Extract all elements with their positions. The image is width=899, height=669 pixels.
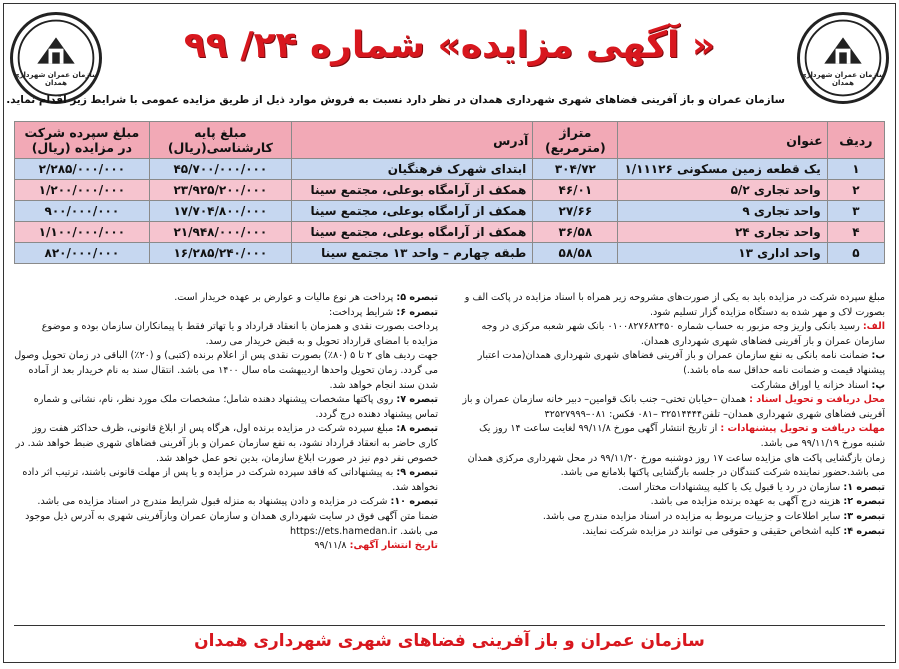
cell-area: ۵۸/۵۸	[533, 243, 618, 264]
term-label: محل دریافت و تحویل اسناد :	[749, 394, 885, 406]
term-text: رسید بانکی واریز وجه مزبور به حساب شماره ۰۱۰۰۸۲۷۶۸۲۴۵۰ بانک شهر شعبه مرکزی در وجه سازمان عمران و باز آفرینی فضاهای شهری شهرداری همدان.	[481, 321, 885, 347]
term-text: سایر اطلاعات و جزییات مربوط به مزایده در اسناد مزایده مندرج می باشد.	[542, 510, 841, 522]
cell-title: واحد تجاری ۹	[618, 201, 827, 222]
term-label: پ:	[871, 379, 885, 391]
term-paragraph	[461, 349, 885, 378]
logo-text: سازمان عمران شهرداری همدان	[800, 71, 886, 87]
term-text: ضمانت نامه بانکی به نفع سازمان عمران و باز آفرینی فضاهای شهری شهرداری همدان(مدت اعتبار پیشنهاد قیمت و ضمانت نامه حداقل سه ماه باشد.)	[477, 350, 885, 376]
term-label: الف:	[862, 321, 885, 333]
terms-section	[14, 291, 885, 628]
header-area: متراژ (مترمربع)	[533, 122, 618, 159]
term-paragraph	[14, 495, 438, 510]
term-text: مبلغ سپرده شرکت در مزایده باید به یکی از صورت‌های مشروحه زیر همراه با اسناد مزایده در پاکت الف و بصورت لاک و مهر شده به دستگاه مزایده گزار تسلیم شود.	[464, 292, 885, 318]
term-text: پرداخت هر نوع مالیات و عوارض بر عهده خریدار است.	[174, 292, 394, 303]
term-label: تبصره ۵:	[396, 292, 438, 303]
term-paragraph	[461, 320, 885, 349]
cell-deposit: ۱/۲۰۰/۰۰۰/۰۰۰	[15, 180, 150, 201]
term-label: تبصره ۲:	[843, 496, 885, 508]
term-text: شرایط پرداخت:	[328, 306, 394, 318]
term-paragraph	[461, 481, 885, 496]
term-label: تبصره ۹:	[396, 467, 438, 479]
cell-base: ۱۷/۷۰۴/۸۰۰/۰۰۰	[149, 201, 291, 222]
cell-title: واحد تجاری ۲۴	[618, 222, 827, 243]
header-base-price: مبلغ پایه کارشناسی(ریال)	[149, 122, 291, 159]
logo-text-left: سازمان عمران شهرداری همدان	[13, 71, 99, 87]
cell-num: ۳	[827, 201, 884, 222]
header-deposit: مبلغ سپرده شرکت در مزایده (ریال)	[15, 122, 150, 159]
term-text: همدان –خیابان تختی– جنب بانک قوامین– دبیر خانه سازمان عمران و باز آفرینی فضاهای شهری شهرداری همدان– تلفن۳۲۵۱۴۴۴۴ –۰۸۱ فکس: ۰۸۱–۳۲۵۲۷۹۹۹	[462, 394, 885, 420]
table-row	[15, 243, 885, 264]
term-text: شرکت در مزایده و دادن پیشنهاد به منزله قبول شرایط مندرج در اسناد مزایده می باشد.	[37, 496, 388, 508]
title-banner	[114, 16, 785, 76]
cell-address: ابتدای شهرک فرهنگیان	[292, 159, 533, 180]
term-text: سازمان در رد یا قبول یک یا کلیه پیشنهادات مختار است.	[618, 481, 841, 493]
cell-title: واحد تجاری ۵/۲	[618, 180, 827, 201]
term-paragraph	[14, 510, 438, 539]
term-paragraph	[461, 495, 885, 510]
cell-num: ۱	[827, 159, 884, 180]
table-row	[15, 180, 885, 201]
term-label: تبصره ۷:	[396, 394, 438, 406]
term-paragraph	[461, 422, 885, 451]
table-body	[15, 159, 885, 264]
term-text: اسناد خزانه یا اوراق مشارکت	[750, 379, 869, 391]
terms-left-column	[14, 291, 438, 628]
cell-title: یک قطعه زمین مسکونی ۱/۱۱۱۲۶	[618, 159, 827, 180]
term-text: به پیشنهاداتی که فاقد سپرده شرکت در مزایده و یا پس از مهلت قانونی باشند، ترتیب اثر داده نخواهد شد.	[22, 467, 438, 493]
organization-logo	[797, 12, 889, 104]
term-paragraph	[14, 320, 438, 349]
cell-area: ۳۰۴/۷۲	[533, 159, 618, 180]
cell-area: ۳۶/۵۸	[533, 222, 618, 243]
cell-base: ۲۱/۹۴۸/۰۰۰/۰۰۰	[149, 222, 291, 243]
auction-items-table	[14, 121, 885, 264]
term-text: ضمنا متن آگهی فوق در سایت شهرداری همدان و سازمان عمران وبازآفرینی شهری به آدرس ذیل موجود می باشد. https://ets.hamedan.ir	[25, 510, 438, 537]
term-text: از تاریخ انتشار آگهی مورخ ۹۹/۱۱/۸ لغایت ساعت ۱۴ روز یک شنبه مورخ ۹۹/۱۱/۱۹ می باشد.	[479, 423, 885, 449]
cell-deposit: ۲/۲۸۵/۰۰۰/۰۰۰	[15, 159, 150, 180]
table-row	[15, 159, 885, 180]
cell-num: ۵	[827, 243, 884, 264]
cell-address: همکف از آرامگاه بوعلی، مجتمع سینا	[292, 222, 533, 243]
organization-logo-left	[10, 12, 102, 104]
cell-address: همکف از آرامگاه بوعلی، مجتمع سینا	[292, 201, 533, 222]
cell-base: ۲۳/۹۲۵/۲۰۰/۰۰۰	[149, 180, 291, 201]
header-title: عنوان	[618, 122, 827, 159]
term-label: تبصره ۶:	[396, 306, 438, 318]
term-paragraph	[14, 422, 438, 466]
cell-area: ۴۶/۰۱	[533, 180, 618, 201]
term-text: کلیه اشخاص حقیقی و حقوقی می توانند در مزایده شرکت نمایند.	[582, 525, 841, 537]
cell-title: واحد اداری ۱۳	[618, 243, 827, 264]
term-label: تبصره ۱:	[843, 481, 885, 493]
table-row	[15, 201, 885, 222]
term-label: مهلت دریافت و تحویل پیشنهادات :	[720, 423, 885, 435]
footer-organization: سازمان عمران و باز آفرینی فضاهای شهری شهرداری همدان	[14, 625, 885, 654]
term-text: روی پاکتها مشخصات پیشنهاد دهنده شامل؛ مشخصات ملک مورد نظر، نام، نشانی و شماره تماس پیشنهاد دهنده درج گردد.	[33, 394, 438, 420]
term-label: تاریخ انتشار آگهی:	[349, 540, 438, 552]
cell-num: ۲	[827, 180, 884, 201]
term-paragraph	[461, 510, 885, 525]
cell-base: ۱۶/۲۸۵/۲۴۰/۰۰۰	[149, 243, 291, 264]
term-text: جهت ردیف های ۲ تا ۵ (۸۰٪) بصورت نقدی پس از اعلام برنده (کتبی) و (۲۰٪) الباقی در زمان تحویل وصول می گردد. زمان تحویل واحدها اردیبهشت ماه سال ۱۴۰۰ می باشد. انتقال سند به نام خریدار بعد از آماده شدن سند انجام خواهد شد.	[14, 350, 438, 391]
intro-text: سازمان عمران و باز آفرینی فضاهای شهری شهرداری همدان در نظر دارد نسبت به فروش موارد ذیل از طریق مزایده عمومی با شرایط زیر اقدام نماید.	[6, 94, 785, 106]
term-paragraph	[14, 349, 438, 393]
term-paragraph	[461, 291, 885, 320]
term-text: مبلغ سپرده شرکت در مزایده برنده اول، هرگاه پس از ابلاغ قانونی، ظرف حداکثر هفت روز کاری حاضر به انعقاد قرارداد نشود، به نفع سازمان عمران و باز آفرینی فضاهای شهری ضبط خواهد شد. در خصوص نفر دوم نیز در صورت ابلاغ سازمان، بدین نحو عمل خواهد شد.	[15, 423, 438, 464]
cell-address: همکف از آرامگاه بوعلی، مجتمع سینا	[292, 180, 533, 201]
term-label: تبصره ۳:	[843, 510, 885, 522]
term-paragraph	[14, 291, 438, 306]
header-num: ردیف	[827, 122, 884, 159]
term-paragraph	[461, 393, 885, 422]
page-title: « آگهی مزایده» شماره ۲۴/ ۹۹	[183, 25, 716, 66]
table-header-row	[15, 122, 885, 159]
table-row	[15, 222, 885, 243]
cell-deposit: ۹۰۰/۰۰۰/۰۰۰	[15, 201, 150, 222]
cell-deposit: ۱/۱۰۰/۰۰۰/۰۰۰	[15, 222, 150, 243]
term-text: زمان بازگشایی پاکت های مزایده ساعت ۱۷ روز دوشنبه مورخ ۹۹/۱۱/۲۰ در محل شهرداری مرکزی همدان می باشد.حضور نماینده شرکت کنندگان در جلسه بازگشایی پاکتها بلامانع می باشد.	[467, 452, 885, 479]
term-label: تبصره ۸:	[396, 423, 438, 435]
term-label: ب:	[871, 350, 885, 362]
header-address: آدرس	[292, 122, 533, 159]
cell-address: طبقه چهارم – واحد ۱۳ مجتمع سینا	[292, 243, 533, 264]
terms-right-column	[461, 291, 885, 628]
term-paragraph	[461, 379, 885, 394]
term-label: تبصره ۴:	[843, 525, 885, 537]
auction-notice	[3, 3, 896, 663]
term-paragraph	[14, 306, 438, 321]
term-paragraph	[14, 466, 438, 495]
term-text: ۹۹/۱۱/۸	[314, 540, 347, 552]
term-text: هزینه درج آگهی به عهده برنده مزایده می باشد.	[650, 496, 841, 508]
cell-area: ۲۷/۶۶	[533, 201, 618, 222]
cell-num: ۴	[827, 222, 884, 243]
term-label: تبصره ۱۰:	[390, 496, 438, 508]
term-paragraph	[461, 452, 885, 481]
cell-deposit: ۸۲۰/۰۰۰/۰۰۰	[15, 243, 150, 264]
term-paragraph	[14, 539, 438, 554]
term-text: پرداخت بصورت نقدی و همزمان با انعقاد قرارداد و یا تهاتر فقط با پیمانکاران سازمان بوده و موضوع مزایده با امضای قرارداد تحویل و به قبض خریدار می رسد.	[41, 321, 438, 347]
term-paragraph	[14, 393, 438, 422]
term-paragraph	[461, 525, 885, 540]
cell-base: ۴۵/۷۰۰/۰۰۰/۰۰۰	[149, 159, 291, 180]
